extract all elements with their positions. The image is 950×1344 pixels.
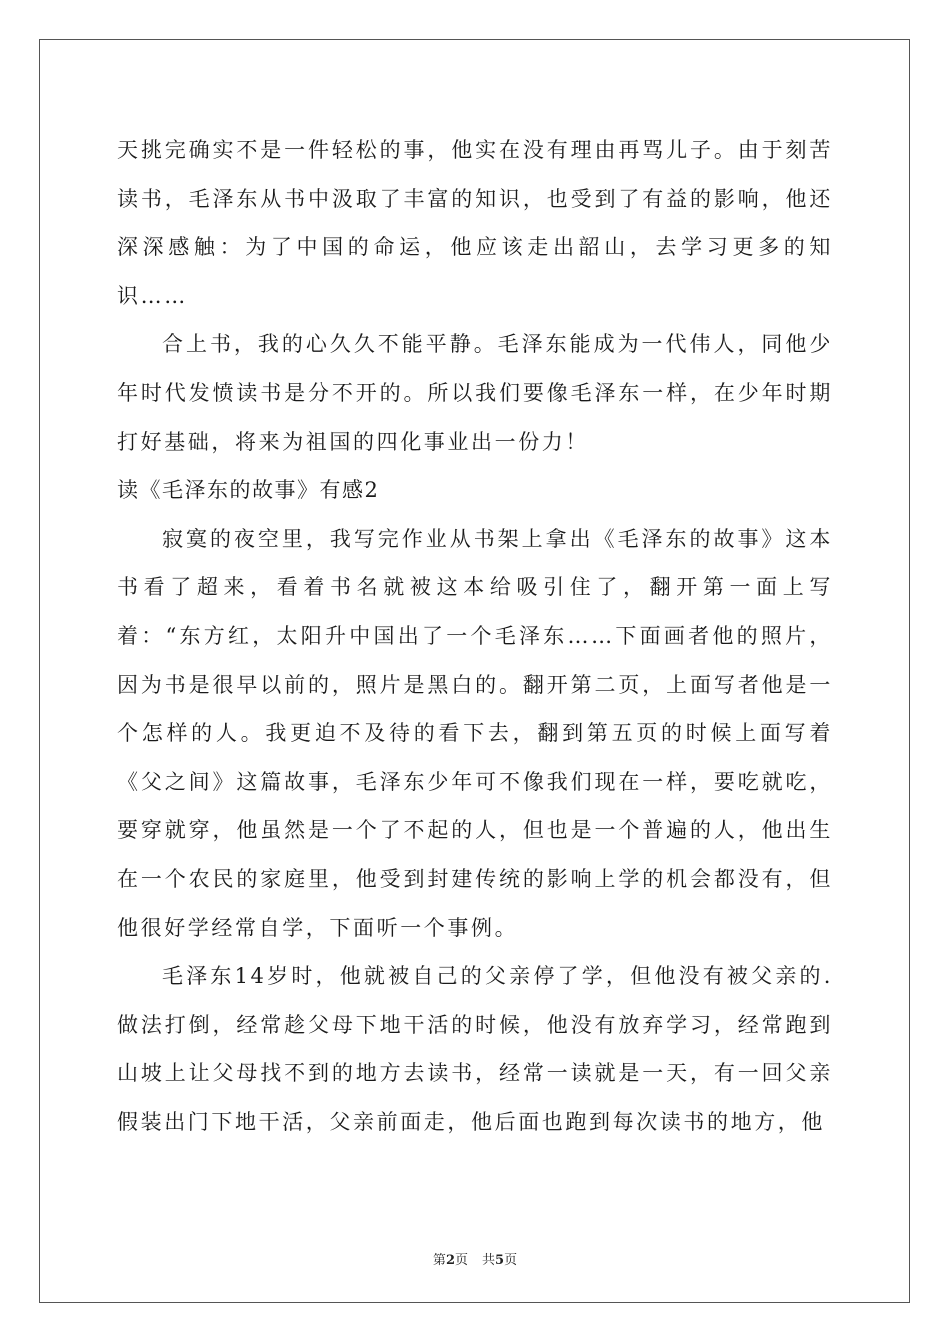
- page-prefix: 第: [432, 1253, 446, 1268]
- paragraph-continuation: 天挑完确实不是一件轻松的事，他实在没有理由再骂儿子。由于刻苦读书，毛泽东从书中汲取了丰富的知识，也受到了有益的影响，他还深深感触：为了中国的命运，他应该走出韶山，去学习更多的知识……: [117, 138, 833, 308]
- document-body: [117, 126, 833, 1146]
- page-suffix: 页: [454, 1253, 468, 1268]
- paragraph-reflection: 合上书，我的心久久不能平静。毛泽东能成为一代伟人，同他少年时代发愤读书是分不开的。所以我们要像毛泽东一样，在少年时期打好基础，将来为祖国的四化事业出一份力！: [117, 332, 833, 454]
- page-footer: [0, 1249, 950, 1268]
- essay-heading: 读《毛泽东的故事》有感2: [117, 478, 380, 503]
- paragraph-age-fourteen: 毛泽东14岁时，他就被自己的父亲停了学，但他没有被父亲的.做法打倒，经常趁父母下地干活的时候，他没有放弃学习，经常跑到山坡上让父母找不到的地方去读书，经常一读就是一天，有一回父亲假装出门下地干活，父亲前面走，他后面也跑到每次读书的地方，他: [117, 964, 833, 1134]
- total-pages: 5: [495, 1253, 505, 1268]
- page-number: 2: [445, 1253, 455, 1268]
- paragraph-night-reading: 寂寞的夜空里，我写完作业从书架上拿出《毛泽东的故事》这本书看了超来，看着书名就被这本给吸引住了，翻开第一面上写着：“东方红，太阳升中国出了一个毛泽东……下面画者他的照片，因为书是很早以前的，照片是黑白的。翻开第二页，上面写者他是一个怎样的人。我更迫不及待的看下去，翻到第五页的时候上面写着《父之间》这篇故事，毛泽东少年可不像我们现在一样，要吃就吃，要穿就穿，他虽然是一个了不起的人，但也是一个普遍的人，他出生在一个农民的家庭里，他受到封建传统的影响上学的机会都没有，但他很好学经常自学，下面听一个事例。: [117, 526, 833, 940]
- total-suffix: 页: [504, 1253, 518, 1268]
- total-prefix: 共: [482, 1253, 496, 1268]
